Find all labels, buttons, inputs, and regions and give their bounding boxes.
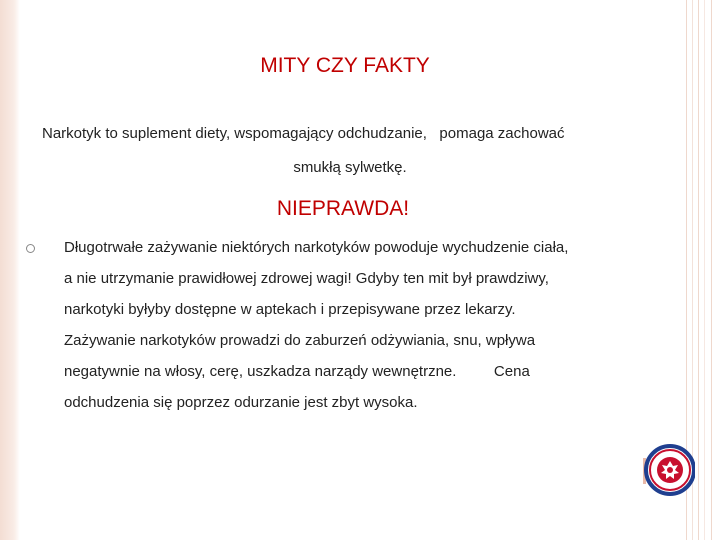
hollow-circle-bullet-icon: [26, 244, 35, 253]
explanation-line: narkotyki byłyby dostępne w aptekach i przepisywane przez lekarzy.: [64, 301, 516, 318]
explanation-line: Długotrwałe zażywanie niektórych narkotyków powoduje wychudzenie ciała,: [64, 239, 569, 256]
left-decorative-border: [0, 0, 20, 540]
myth-statement-line-1: Narkotyk to suplement diety, wspomagający odchudzanie, pomaga zachować: [42, 125, 565, 142]
border-line: [711, 0, 712, 540]
explanation-line: odchudzenia się poprzez odurzanie jest zbyt wysoka.: [64, 394, 418, 411]
explanation-line: negatywnie na włosy, cerę, uszkadza narządy wewnętrzne. Cena: [64, 363, 530, 380]
slide-title: MITY CZY FAKTY: [260, 54, 430, 77]
border-line: [704, 0, 705, 540]
border-line: [698, 0, 699, 540]
explanation-line: a nie utrzymanie prawidłowej zdrowej wagi! Gdyby ten mit był prawdziwy,: [64, 270, 549, 287]
verdict-heading: NIEPRAWDA!: [276, 197, 410, 220]
explanation-paragraph: [64, 232, 664, 418]
explanation-line: Zażywanie narkotyków prowadzi do zaburzeń odżywiania, snu, wpływa: [64, 332, 536, 349]
police-emblem-icon: [643, 444, 695, 496]
myth-statement-line-2: smukłą sylwetkę.: [293, 159, 407, 176]
